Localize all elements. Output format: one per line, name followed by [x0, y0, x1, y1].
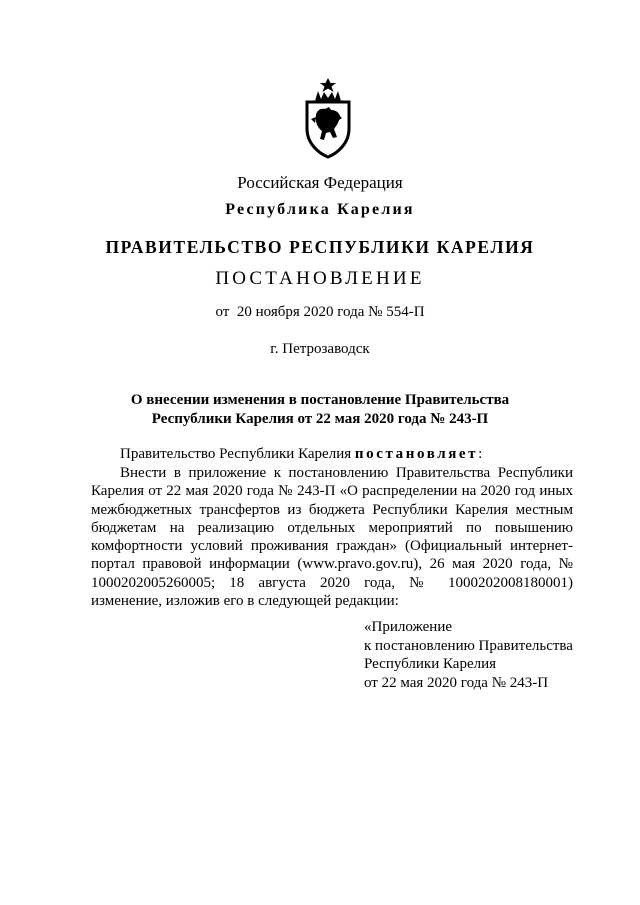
preamble — [120, 446, 482, 463]
appendix-line: «Приложение — [364, 619, 453, 635]
karelia-coat-of-arms-icon — [302, 77, 354, 159]
document-type: ПОСТАНОВЛЕНИЕ — [215, 268, 425, 289]
appendix-line: Республики Карелия — [364, 656, 497, 672]
government-name: ПРАВИТЕЛЬСТВО РЕСПУБЛИКИ КАРЕЛИЯ — [105, 237, 535, 257]
republic-name: Республика Карелия — [225, 201, 415, 218]
preamble-action: постановляет — [354, 446, 479, 462]
subject-line: Республики Карелия от 22 мая 2020 года № 243-П — [151, 411, 489, 427]
document-city: г. Петрозаводск — [270, 341, 370, 357]
document-date-number: от 20 ноября 2020 года № 554-П — [215, 304, 425, 320]
body-paragraph: Внести в приложение к постановлению Правительства Республики Карелия от 22 мая 2020 года № 243-П «О распределении на 2020 год иных межбюджетных трансфертов из бюджета Республики Карелия местным бюджетам на реализацию отдельных мероприятий по повышению комфортности условий проживания граждан» (Официальный интернет-портал правовой информации (www.pravo.gov.ru), 26 мая 2020 года, № 1000202005260005; 18 августа 2020 года, № 1000202008180001) изменение, изложив его в следующей редакции: — [91, 465, 573, 610]
country-name: Российская Федерация — [237, 173, 403, 192]
appendix-header — [364, 618, 573, 692]
appendix-line: к постановлению Правительства — [364, 637, 573, 654]
document-subject — [90, 391, 550, 429]
subject-line: О внесении изменения в постановление Правительства — [130, 392, 510, 408]
preamble-text: Правительство Республики Карелия — [120, 446, 355, 462]
preamble-colon: : — [478, 446, 483, 462]
appendix-line: от 22 мая 2020 года № 243-П — [364, 674, 549, 691]
